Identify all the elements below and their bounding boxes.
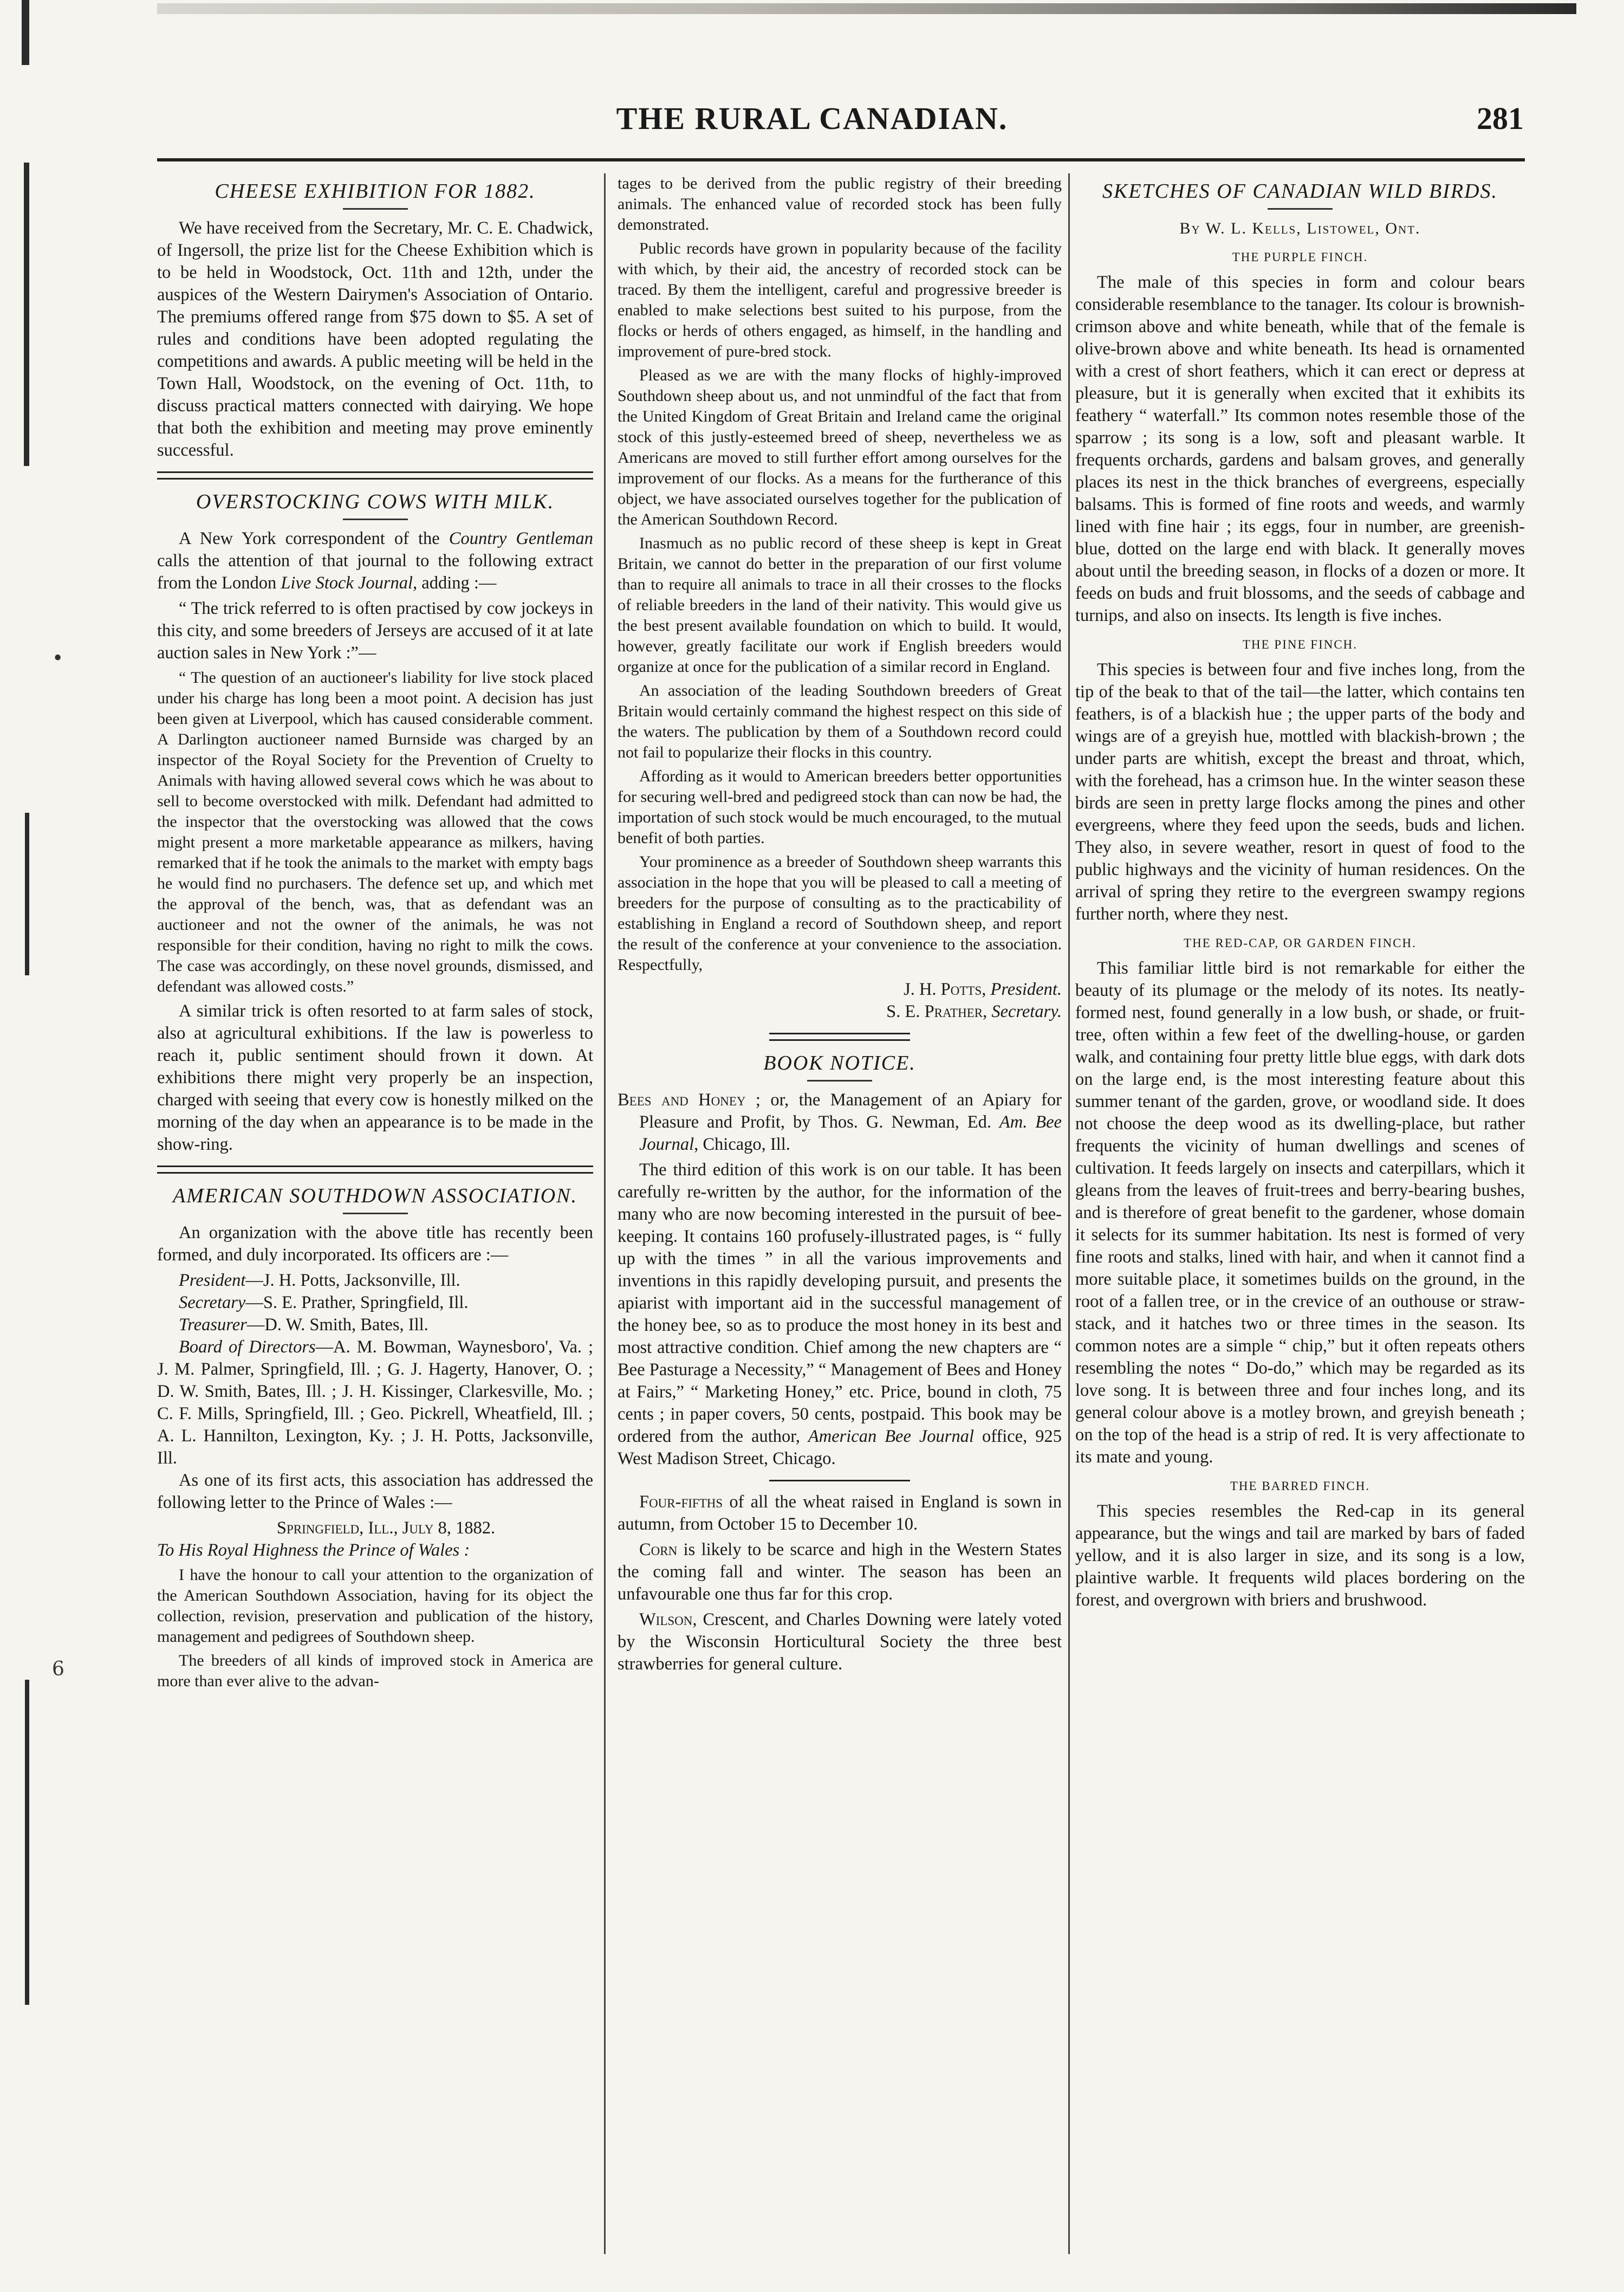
short-rule <box>1268 208 1333 210</box>
subheading-red-cap: THE RED-CAP, OR GARDEN FINCH. <box>1184 936 1417 950</box>
paragraph: This species resembles the Red-cap in its general appearance, but the wings and tail are marked by bars of faded yellow, and it is also larger in size, and its song is a low, plaintive warble. It frequents wild places bordering on the forest, and overgrown with briers and brushwood. <box>1075 1501 1525 1610</box>
officer-entry: Board of Directors—A. M. Bowman, Waynesboro', Va. ; J. M. Palmer, Springfield, Ill. ; G. J. Hagerty, Hanover, O. ; D. W. Smith, Bates, Ill. ; J. H. Kissinger, Clarkesville, Mo. ; C. F. Mills, Springfield, Ill. ; Geo. Pickrell, Wheatfield, Ill. ; A. L. Hannilton, Lexington, Ky. ; J. H. Potts, Jacksonville, Ill. <box>157 1337 593 1468</box>
page-number: 281 <box>1477 101 1524 136</box>
paragraph: The male of this species in form and colour bears considerable resemblance to the tanager. Its colour is brownish-crimson above and white beneath, while that of the female is olive-brown above and white beneath. Its head is ornamented with a crest of short feathers, which it can erect or depress at pleasure, but it is generally when excited that it exhibits its feathery “ waterfall.” Its common notes resemble those of the sparrow ; its song is a low, soft and pleasant warble. It frequents orchards, gardens and balsam groves, and generally places its nest in the thick branches of evergreens, especially balsams. This is formed of fine roots and weeds, and warmly lined with fine hair ; its eggs, four in number, are greenish-blue, dotted on the large end with black. It generally moves about until the breeding season, in flocks of a dozen or more. It feeds on buds and fruit blossoms, and the seeds of cabbage and turnips, and also on insects. Its length is five inches. <box>1075 273 1525 625</box>
letter-paragraph: I have the honour to call your attention to the organization of the American Southdown Association, having for its object the collection, revision, preservation and publication of the history, management and pedigrees of Southdown sheep. <box>157 1566 593 1646</box>
quoted-paragraph: “ The question of an auctioneer's liability for live stock placed under his charge has long been a moot point. A decision has just been given at Liverpool, which has caused considerable comment. A Darlington auctioneer named Burnside was charged by an inspector of the Royal Society for the Prevention of Cruelty to Animals with having allowed several cows which he was about to sell to become overstocked with milk. Defendant had admitted to the inspector that the overstocking was allowed that the cows might present a more marketable appearance as milkers, having remarked that if he took the animals to the market with empty bags he would find no purchasers. The defence set up, and which met the approval of the bench, was, that as defendant was an auctioneer and not the owner of the animals, he was not responsible for their condition, having no right to milk the cows. The case was accordingly, on these novel grounds, dismissed, and defendant was allowed costs.” <box>157 669 593 995</box>
signature-line: S. E. Prather, Secretary. <box>886 1002 1062 1021</box>
paragraph: A similar trick is often resorted to at farm sales of stock, also at agricultural exhibitions. If the law is powerless to reach it, public sentiment should frown it down. At exhibitions there might very properly be an inspection, charged with seeing that every cow is honestly milked on the morning of the day when an appearance is to be made in the show-ring. <box>157 1001 593 1154</box>
paragraph: An organization with the above title has recently been formed, and duly incorporated. Its officers are :— <box>157 1223 593 1265</box>
letter-salutation: To His Royal Highness the Prince of Wales : <box>157 1540 470 1560</box>
short-rule <box>343 519 408 520</box>
column-rule <box>604 173 606 2254</box>
letter-paragraph: An association of the leading Southdown breeders of Great Britain would certainly command the highest respect on this side of the waters. The publication by them of a Southdown record could not fail to popularize their flocks in this country. <box>618 682 1062 761</box>
officer-entry: President—J. H. Potts, Jacksonville, Ill. <box>179 1271 460 1290</box>
letter-paragraph: Pleased as we are with the many flocks of highly-improved Southdown sheep about us, and not unmindful of the fact that from the United Kingdom of Great Britain and Ireland came the original stock of this justly-esteemed breed of sheep, nevertheless we as Americans are moved to still further effort among ourselves for the improvement of our flocks. As a means for the furtherance of this object, we have associated ourselves together for the publication of the American Southdown Record. <box>618 366 1062 528</box>
paragraph: As one of its first acts, this association has addressed the following letter to the Prince of Wales :— <box>157 1471 593 1512</box>
news-note: Four-fifths of all the wheat raised in England is sown in autumn, from October 15 to December 10. <box>618 1492 1062 1534</box>
subheading-barred-finch: THE BARRED FINCH. <box>1230 1479 1370 1493</box>
article-heading-wild-birds: SKETCHES OF CANADIAN WILD BIRDS. <box>1102 180 1498 203</box>
article-heading-book-notice: BOOK NOTICE. <box>763 1052 916 1074</box>
short-rule <box>807 1080 872 1082</box>
article-heading-cheese: CHEESE EXHIBITION FOR 1882. <box>215 180 536 203</box>
binding-edge-mark <box>25 1680 29 2005</box>
news-note: Wilson, Crescent, and Charles Downing were lately voted by the Wisconsin Horticultural Society the three best strawberries for general culture. <box>618 1610 1062 1674</box>
binding-edge-mark <box>22 0 29 65</box>
letter-dateline: Springfield, Ill., July 8, 1882. <box>276 1518 496 1538</box>
section-divider <box>769 1480 910 1481</box>
letter-paragraph: Your prominence as a breeder of Southdown sheep warrants this association in the hope that you will be pleased to call a meeting of breeders for the purpose of consulting as to the practicability of establishing in England a record of Southdown sheep, and report the result of the conference at your convenience to the association. Respectfully, <box>618 853 1062 974</box>
officer-entry: Secretary—S. E. Prather, Springfield, Ill. <box>179 1293 469 1312</box>
paragraph: The third edition of this work is on our table. It has been carefully re-written by the author, for the information of the many who are now becoming interested in the pursuit of bee-keeping. It contains 160 profusely-illustrated pages, is “ fully up with the times ” in all the various improvements and inventions in this rapidly developing pursuit, and presents the apiarist with important aid in the successful management of the honey bee, so as to produce the most honey in its best and most attractive condition. Chief among the new chapters are “ Bee Pasturage a Necessity,” “ Management of Bees and Honey at Fairs,” “ Marketing Honey,” etc. Price, bound in cloth, 75 cents ; in paper covers, 50 cents, postpaid. This book may be ordered from the author, American Bee Journal office, 925 West Madison Street, Chicago. <box>618 1160 1062 1468</box>
subheading-purple-finch: THE PURPLE FINCH. <box>1232 250 1368 264</box>
letter-paragraph: Affording as it would to American breeders better opportunities for securing well-bred and pedigreed stock than can now be had, the importation of such stock would be much encouraged, to the mutual benefit of both parties. <box>618 767 1062 847</box>
paragraph: A New York correspondent of the Country Gentleman calls the attention of that journal to the following extract from the London Live Stock Journal, adding :— <box>157 529 593 593</box>
column-rule <box>1068 173 1070 2254</box>
paragraph: “ The trick referred to is often practised by cow jockeys in this city, and some breeders of Jerseys are accused of it at late auction sales in New York :”— <box>157 599 593 663</box>
subheading-pine-finch: THE PINE FINCH. <box>1242 638 1358 651</box>
paragraph: This familiar little bird is not remarkable for either the beauty of its plumage or the melody of its notes. Its neatly-formed nest, found generally in a low bush, or shade, or fruit-tree, often within a few feet of the dwelling-house, or garden walk, and containing four pretty little blue eggs, with dark dots on the large end, is the most interesting feature about this summer tenant of the garden, grove, or woodland side. It does not choose the deep wood as its dwelling-place, but rather frequents the vicinity of human dwellings and scenes of cultivation. It feeds largely on insects and caterpillars, which it gleans from the leaves of fruit-trees and berry-bearing bushes, and is therefore of great benefit to the gardener, whose domain it selects for its summer habitation. Its nest is formed of very fine roots and stalks, lined with hair, and when it cannot find a more suitable place, it sometimes builds on the ground, in the root of a fallen tree, or in the crevice of an outhouse or straw-stack, and it hatches two or three times in the season. Its common notes are a simple “ chip,” but it often repeats others resembling the notes “ Do-do,” which may be regarded as its love song. It is between three and four inches long, and its general colour above is a motley brown, and greyish beneath ; on the top of the head is a strip of red. It is very affectionate to its mate and young. <box>1075 959 1525 1467</box>
article-byline: By W. L. Kells, Listowel, Ont. <box>1179 219 1421 237</box>
journal-title: THE RURAL CANADIAN. <box>616 101 1008 136</box>
column-2 <box>618 173 1062 2270</box>
book-title-entry: Bees and Honey ; or, the Management of an Apiary for Pleasure and Profit, by Thos. G. Newman, Ed. Am. Bee Journal, Chicago, Ill. <box>618 1090 1062 1154</box>
short-rule <box>343 1213 408 1214</box>
signature-line: J. H. Potts, President. <box>904 980 1062 999</box>
column-1 <box>157 173 593 2270</box>
news-note: Corn is likely to be scarce and high in the Western States the coming fall and winter. The season has been an unfavourable one thus far for this crop. <box>618 1540 1062 1604</box>
article-heading-southdown: AMERICAN SOUTHDOWN ASSOCIATION. <box>172 1184 578 1207</box>
letter-paragraph: tages to be derived from the public registry of their breeding animals. The enhanced value of recorded stock has been fully demonstrated. <box>618 174 1062 234</box>
paragraph: This species is between four and five inches long, from the tip of the beak to that of the tail—the latter, which contains ten feathers, is of a blackish hue ; the upper parts of the body and wings are of a greyish hue, mottled with blackish-brown ; the under parts are whitish, except the breast and throat, which, with the forehead, has a crimson hue. In the winter season these birds are seen in pretty large flocks among the pines and other evergreens, where they feed upon the seeds, buds and lichen. They also, in severe weather, resort in quest of food to the public highways and the vicinity of human residences. On the arrival of spring they retire to the evergreen swampy regions further north, where they nest. <box>1075 660 1525 924</box>
letter-paragraph: Public records have grown in popularity because of the facility with which, by their aid, the ancestry of recorded stock can be traced. By them the intelligent, careful and progressive breeder is enabled to make selections best suited to his purpose, from the flocks or herds of others engaged, as himself, in the handling and improvement of pure-bred stock. <box>618 239 1062 360</box>
column-3 <box>1075 173 1525 2270</box>
margin-mark: 6 <box>52 1658 64 1680</box>
short-rule <box>343 208 408 210</box>
section-divider <box>157 1166 593 1174</box>
article-heading-overstocking: OVERSTOCKING COWS WITH MILK. <box>196 490 555 513</box>
header-rule <box>157 158 1525 161</box>
page-top-scan-edge <box>157 3 1576 14</box>
binding-edge-mark <box>25 813 29 975</box>
section-divider <box>769 1033 910 1041</box>
letter-paragraph: The breeders of all kinds of improved stock in America are more than ever alive to the advan- <box>157 1652 593 1690</box>
binding-edge-mark <box>24 163 29 466</box>
section-divider <box>157 471 593 480</box>
letter-paragraph: Inasmuch as no public record of these sheep is kept in Great Britain, we cannot do better in the preparation of our first volume than to require all animals to trace in all their crosses to the flocks of reliable breeders in the land of their nativity. This would give us the best present available foundation on which to build. It would, however, greatly facilitate our work if English breeders would organize at once for the publication of a similar record in England. <box>618 534 1062 676</box>
paragraph: We have received from the Secretary, Mr. C. E. Chadwick, of Ingersoll, the prize list for the Cheese Exhibition which is to be held in Woodstock, Oct. 11th and 12th, under the auspices of the Western Dairymen's Association of Ontario. The premiums offered range from $75 down to $5. A set of rules and conditions have been adopted regulating the competitions and awards. A public meeting will be held in the Town Hall, Woodstock, on the evening of Oct. 11th, to discuss practical matters connected with dairying. We hope that both the exhibition and meeting may prove eminently successful. <box>157 218 593 460</box>
officer-entry: Treasurer—D. W. Smith, Bates, Ill. <box>179 1315 428 1335</box>
margin-mark: • <box>52 648 64 670</box>
running-head <box>0 100 1624 149</box>
